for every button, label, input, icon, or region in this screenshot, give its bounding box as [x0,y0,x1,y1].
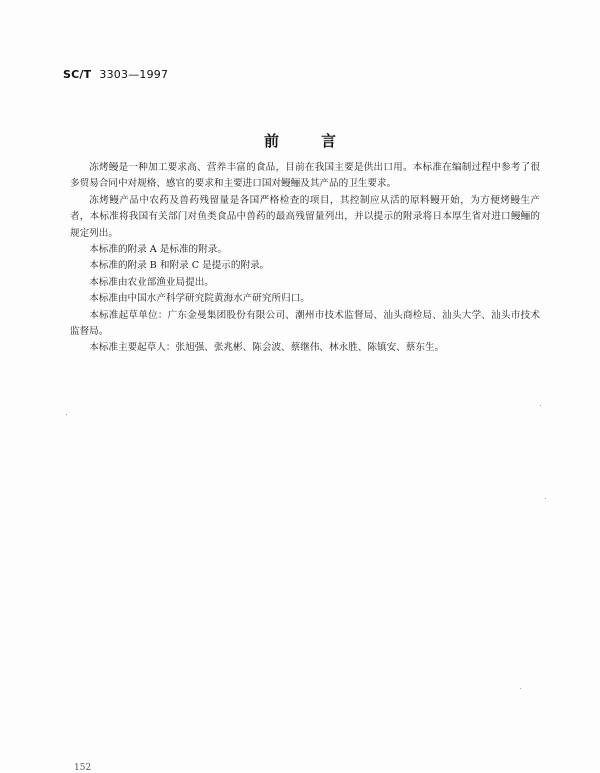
paragraph: 本标准主要起草人：张旭强、张兆彬、陈会波、蔡继伟、林永胜、陈镇安、蔡东生。 [89,342,445,354]
paragraph: 本标准由中国水产科学研究院黄海水产研究所归口。 [89,293,310,305]
standard-prefix: SC/T [63,68,92,81]
standard-code [63,68,168,81]
page-number: 152 [74,763,92,773]
standard-number: 3303—1997 [99,68,169,81]
paragraph: 本标准起草单位：广东金曼集团股份有限公司、潮州市技术监督局、汕头商检局、汕头大学、汕头市技术监督局。 [70,309,540,338]
scan-speck [66,414,67,415]
paragraph: 本标准的附录 A 是标准的附录。 [89,244,227,256]
scan-speck [540,405,541,406]
paragraph: 冻烤鳗是一种加工要求高、营养丰富的食品，目前在我国主要是供出口用。本标准在编制过程中参考了很多贸易合同中对规格、感官的要求和主要进口国对鳗鲡及其产品的卫生要求。 [70,162,540,190]
scan-speck [545,498,546,499]
page-title: 前言 [263,132,378,150]
paragraph: 本标准由农业部渔业局提出。 [89,276,214,288]
foreword-body [70,160,540,357]
paragraph: 冻烤鳗产品中农药及兽药残留量是各国严格检查的项目，其控制应从活的原料鳗开始，为方便烤鳗生产者，本标准将我国有关部门对鱼类食品中兽药的最高残留量列出，并以提示的附录将日本厚生省对进口鳗鲡的规定列出。 [70,194,540,239]
scan-speck [520,688,521,689]
paragraph: 本标准的附录 B 和附录 C 是提示的附录。 [89,260,270,272]
